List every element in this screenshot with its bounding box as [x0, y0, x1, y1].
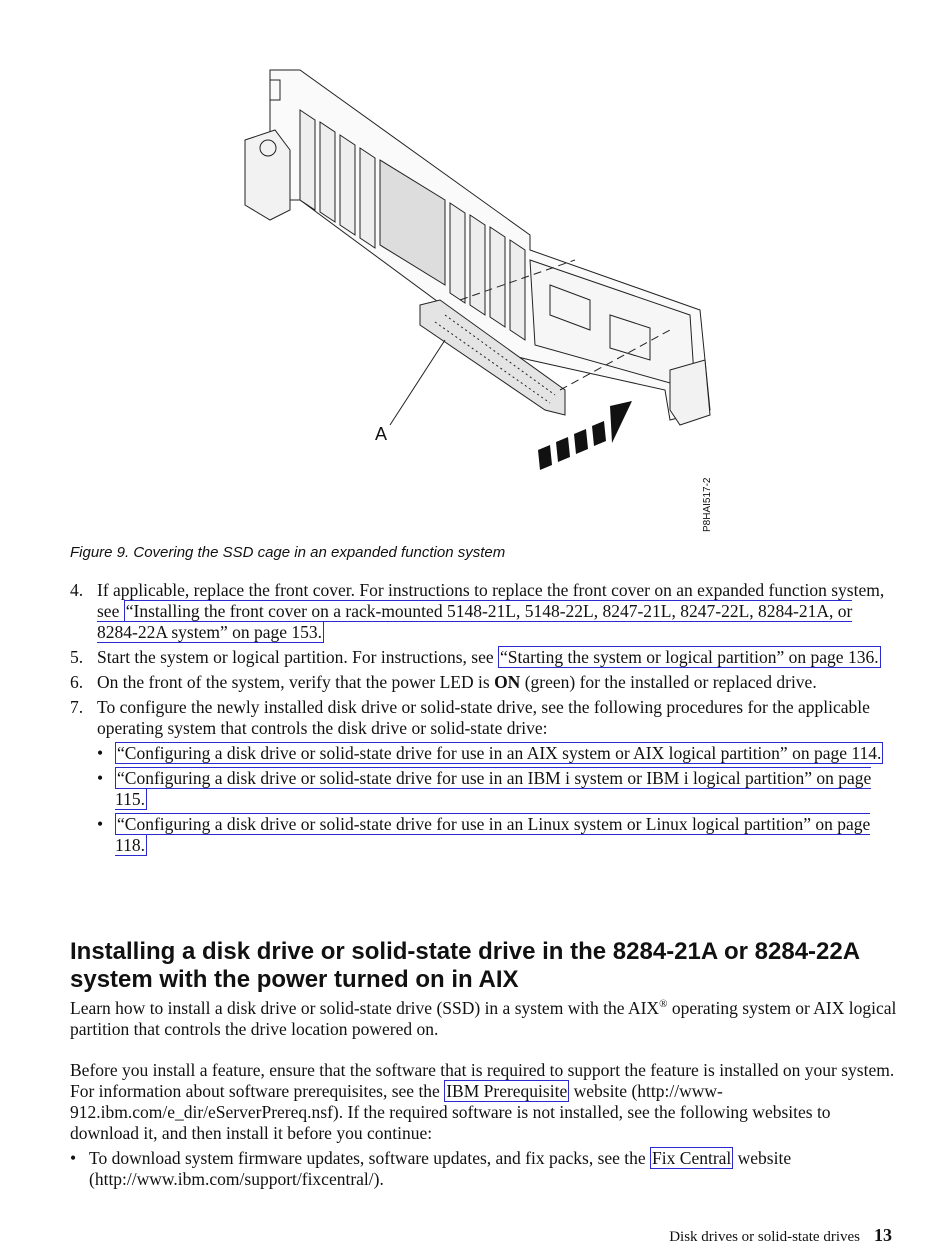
figure-code: P8HAI517-2 — [702, 477, 713, 532]
list-item: • “Configuring a disk drive or solid-state drive for use in an AIX system or AIX logical partition” on page 114. — [97, 743, 882, 763]
page-footer — [669, 1225, 892, 1246]
step-number: 5. — [70, 647, 84, 667]
step-number: 4. — [70, 580, 84, 600]
step-number: 7. — [70, 697, 84, 717]
callout-a-label: A — [375, 424, 388, 444]
list-item: • “Configuring a disk drive or solid-state drive for use in an Linux system or Linux logical partition” on page 118. — [97, 814, 871, 855]
intro-paragraph: Learn how to install a disk drive or solid-state drive (SSD) in a system with the AIX® operating system or AIX logical partition that controls the drive location powered on. — [70, 998, 897, 1039]
step-text: To configure the newly installed disk drive or solid-state drive, see the following procedures for the applicable operating system that controls the disk drive or solid-state drive: — [97, 697, 870, 738]
step-6 — [70, 672, 890, 693]
footer-title: Disk drives or solid-state drives — [669, 1229, 860, 1245]
step-text: On the front of the system, verify that the power LED is — [97, 672, 495, 692]
registered-mark: ® — [659, 998, 668, 1011]
configure-links-list — [97, 743, 890, 856]
step-5 — [70, 647, 890, 668]
configure-ibmi-link[interactable]: “Configuring a disk drive or solid-state drive for use in an IBM i system or IBM i logical partition” on page 115. — [115, 768, 872, 809]
page-number: 13 — [874, 1225, 892, 1245]
step-number: 6. — [70, 672, 84, 692]
configure-linux-link[interactable]: “Configuring a disk drive or solid-state drive for use in an Linux system or Linux logical partition” on page 118. — [115, 814, 871, 855]
list-item: • “Configuring a disk drive or solid-state drive for use in an IBM i system or IBM i logical partition” on page 115. — [97, 768, 872, 809]
ibm-prerequisite-link[interactable]: IBM Prerequisite — [446, 1081, 568, 1101]
ssd-cage-illustration — [230, 60, 730, 540]
procedure-steps — [70, 580, 890, 860]
step-text: If applicable, replace the front cover. For instructions to replace the front cover on an expanded function system, see — [97, 580, 885, 621]
step-7 — [70, 697, 890, 856]
step-4 — [70, 580, 890, 643]
figure-caption: Figure 9. Covering the SSD cage in an expanded function system — [70, 544, 506, 561]
step-text-end: (green) for the installed or replaced drive. — [520, 672, 817, 692]
fix-central-link[interactable]: Fix Central — [652, 1148, 732, 1168]
starting-system-link[interactable]: “Starting the system or logical partition” on page 136. — [499, 647, 879, 667]
step-text: Start the system or logical partition. For instructions, see — [97, 647, 498, 667]
download-bullet: • To download system firmware updates, software updates, and fix packs, see the Fix Central website (http://www.ibm.com/support/fixcentral/). — [70, 1148, 792, 1189]
power-led-state: ON — [494, 672, 521, 692]
prerequisite-paragraph: Before you install a feature, ensure that the software that is required to support the feature is installed on your system. For information about software prerequisites, see the IBM Prerequisite website (http://www-912.ibm.com/e_dir/eServerPrereq.nsf). If the required software is not installed, see the following websites to download it, and then install it before you continue: — [70, 1060, 895, 1143]
section-heading: Installing a disk drive or solid-state drive in the 8284-21A or 8284-22A system with the power turned on in AIX — [70, 938, 860, 993]
configure-aix-link[interactable]: “Configuring a disk drive or solid-state drive for use in an AIX system or AIX logical partition” on page 114. — [117, 743, 882, 763]
bullet-icon: • — [70, 1148, 77, 1168]
installing-front-cover-link[interactable]: “Installing the front cover on a rack-mounted 5148-21L, 5148-22L, 8247-21L, 8247-22L, 8284-21A, or 8284-22A system” on page 153. — [97, 601, 853, 642]
